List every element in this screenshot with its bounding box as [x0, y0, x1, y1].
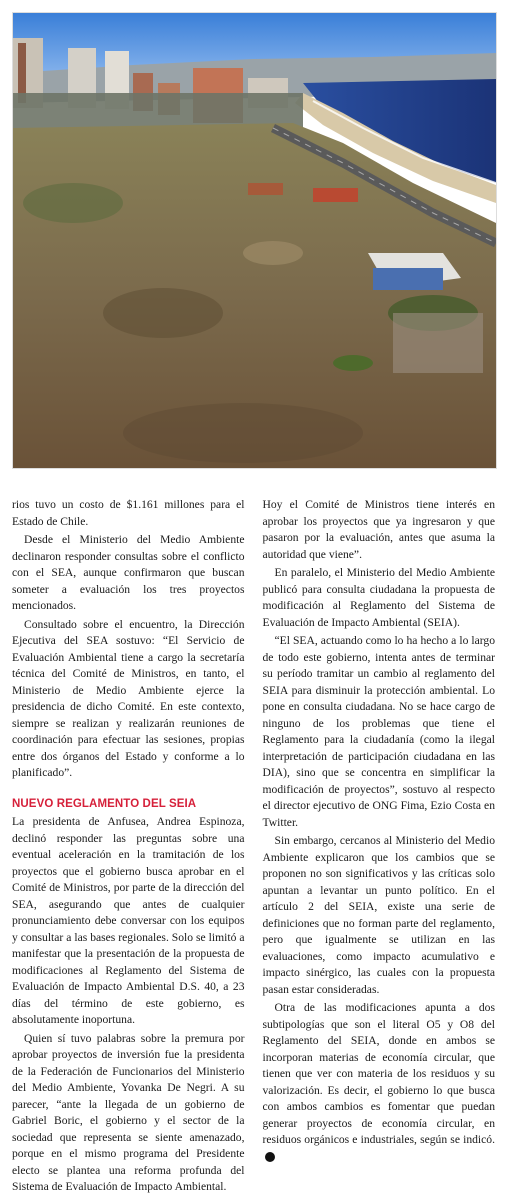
paragraph [263, 1000, 496, 1165]
paragraph: En paralelo, el Ministerio del Medio Ambiente publicó para consulta ciudadana la propuesta de modificación al Reglamento del Sistema de Evaluación de Impacto Ambiental (SEIA). [262, 566, 495, 629]
paragraph: Hoy el Comité de Ministros tiene interés en aprobar los proyectos que ya ingresaron y que pasaron por la evaluación, antes que asuma la autoridad que viene”. [262, 498, 495, 561]
article-column-left [12, 497, 245, 1193]
article-column-right [263, 497, 496, 1162]
section-subheading: NUEVO REGLAMENTO DEL SEIA [12, 797, 197, 810]
paragraph: “El SEA, actuando como lo ha hecho a lo largo de todo este gobierno, intenta antes de terminar su período tramitar un cambio al reglamento del SEIA para disminuir la protección ambiental. Lo pone en consulta ciudadana. No se hace cargo de ninguno de los problemas que tiene el Reglamento para la ciudadanía (como la ilegal interpretación de participación ciudadana en las DIA), sino que se concentra en simplificar la modificación de proyectos”, sostuvo al respecto el director ejecutivo de ONG Fima, Ezio Costa en Twitter. [262, 634, 495, 829]
paragraph: La presidenta de Anfusea, Andrea Espinoza, declinó responder las preguntas sobre una eventual aceleración en la tramitación de los proyectos que el gobierno busca aprobar en el Comité de Ministros, por parte de la dirección del SEA, asegurando que antes de cualquier pronunciamiento debe conversar con los equipos y consultar a las bases regionales. Solo se limitó a manifestar que la presentación de la propuesta de modificaciones al Reglamento del Sistema de Evaluación de Impacto Ambiental D.S. 40, a 23 días del término de este gobierno, es absolutamente inoportuna. [12, 815, 245, 1026]
paragraph: Desde el Ministerio del Medio Ambiente declinaron responder consultas sobre el conflicto con el SEA, aunque confirmaron que buscan someter a evaluación los tres proyectos mencionados. [12, 533, 245, 612]
paragraph: Consultado sobre el encuentro, la Dirección Ejecutiva del SEA sostuvo: “El Servicio de Evaluación Ambiental tiene a cargo la secretaría técnica del Comité de Ministros, en tanto, el Ministerio de Medio Ambiente ejerce la presidencia de dicho Comité. En este contexto, siempre se realizan y realizarán reuniones de coordinación para efectuar las sesiones, propias entre dos órganos del Estado y conforme a lo planificado”. [12, 617, 245, 779]
paragraph-text: Otra de las modificaciones apunta a dos subtipologías que son el literal O5 y O8 del Reglamento del SEIA, donde en ambos se incorporan materias de economía circular, que tienen que ver con materia de los residuos y su valorización. Es decir, el gobierno lo que busca con ambos cambios es fomentar que puedan generar proyectos de economía circular, en residuos orgánicos e industriales, según se indicó. [262, 1001, 495, 1146]
paragraph: Sin embargo, cercanos al Ministerio del Medio Ambiente explicaron que los cambios que se proponen no son significativos y las críticas solo apuntan a levantar un punto político. En el artículo 2 del SEIA, existe una serie de definiciones que no forman parte del reglamento, pero que igualmente se utilizan en las evaluaciones, como impacto acumulativo e impacto sinérgico, las cuales con la propuesta pasan estar consideradas. [262, 834, 495, 996]
paragraph: rios tuvo un costo de $1.161 millones para el Estado de Chile. [12, 498, 245, 528]
coastal-aerial-photo [12, 12, 497, 469]
paragraph: Quien sí tuvo palabras sobre la premura por aprobar proyectos de inversión fue la presidenta de la Federación de Funcionarios del Ministerio del Medio Ambiente, Yovanka De Negri. A su parecer, “ante la llegada de un gobierno de Gabriel Boric, el gobierno y el sector de la sociedad que representa se siente amenazado, porque en el mismo programa del Presidente electo se plantea una reforma profunda del Sistema de Evaluación de Impacto Ambiental. [12, 1031, 245, 1193]
end-of-article-icon: P [265, 1152, 275, 1162]
